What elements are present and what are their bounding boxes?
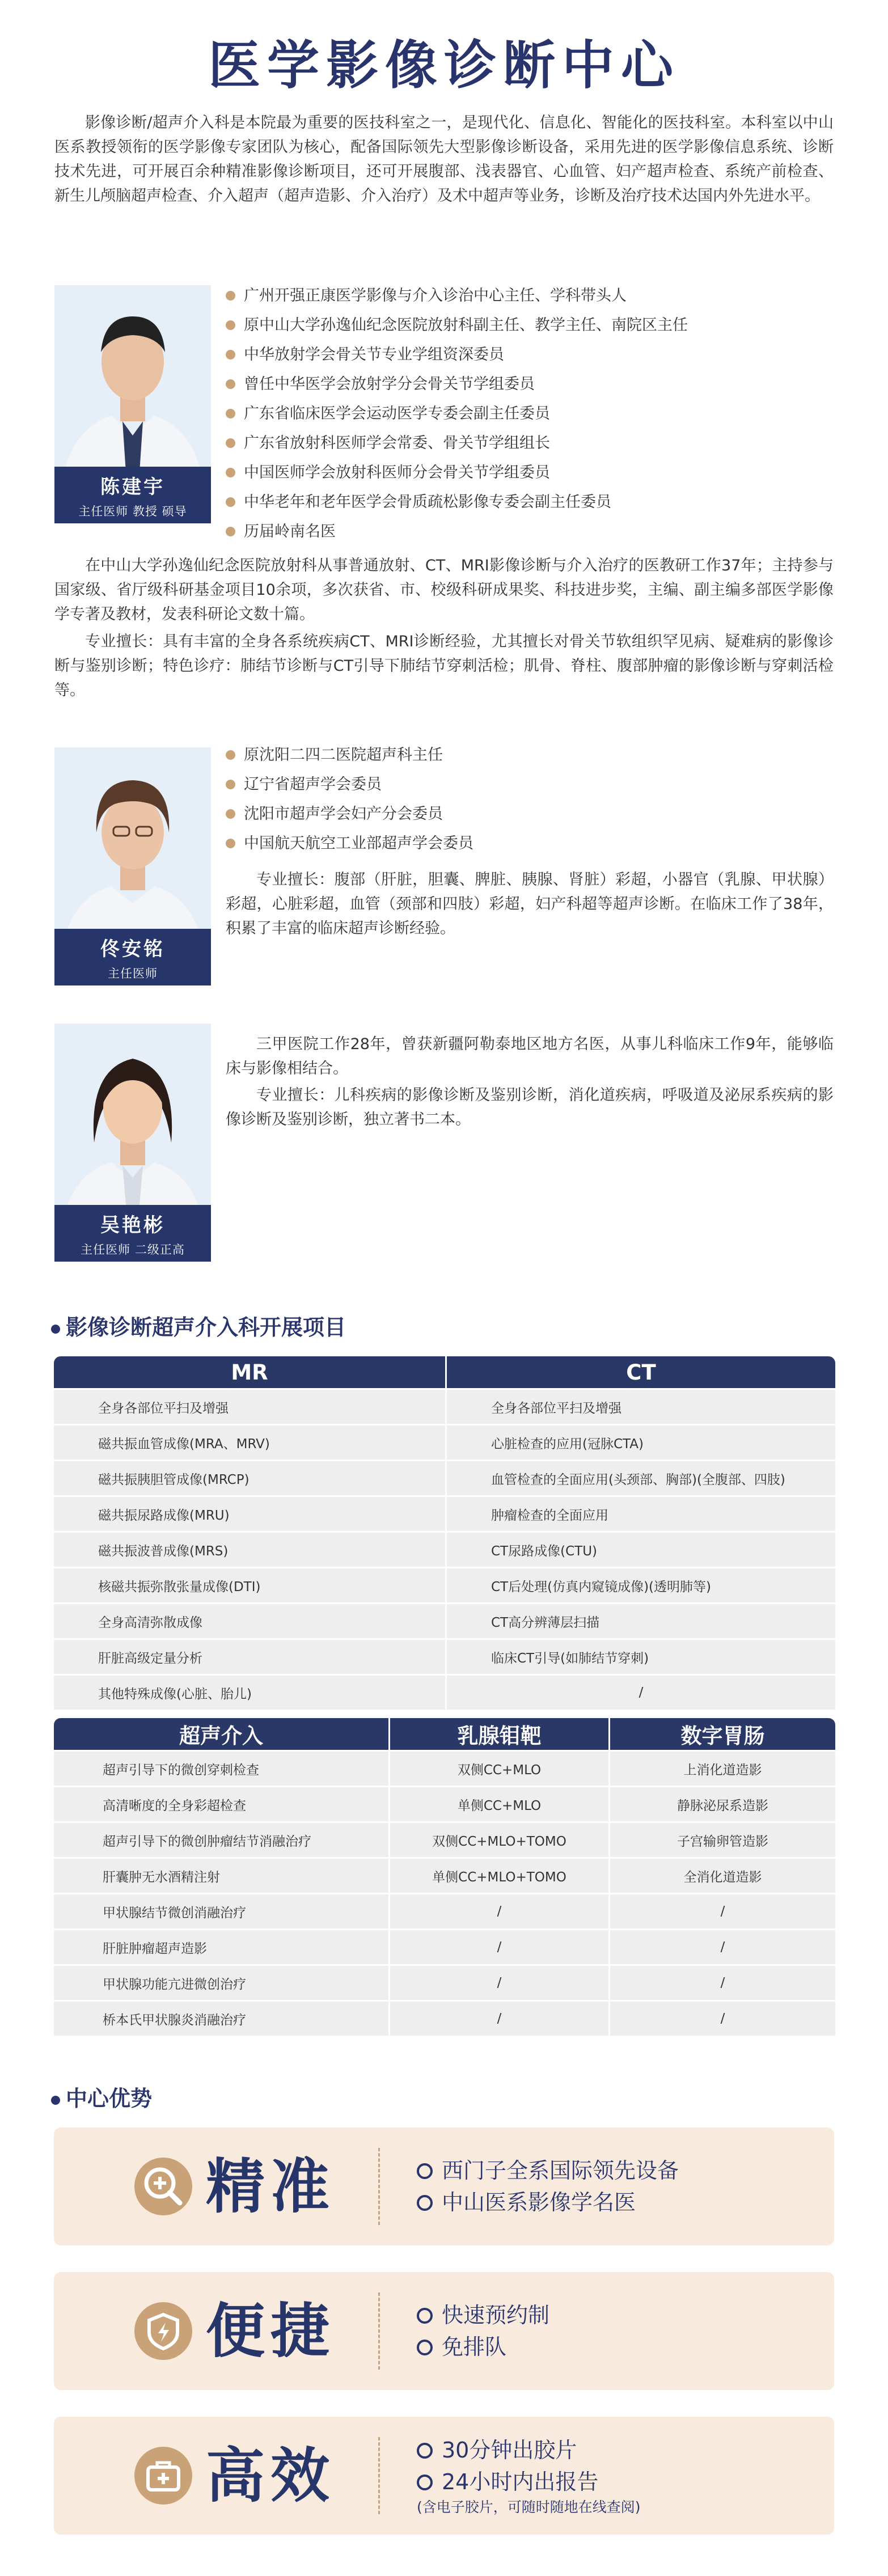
doctor-titles: 主任医师 教授 硕导 — [78, 505, 187, 518]
doctor-photo-wu — [54, 1023, 211, 1262]
table-cell: / — [608, 1964, 835, 2000]
table-cell: CT尿路成像(CTU) — [445, 1531, 835, 1567]
ring-bullet-icon — [417, 2195, 433, 2211]
column-header: 乳腺钼靶 — [388, 1718, 608, 1750]
bullet-dot-icon — [226, 527, 235, 536]
bullet-dot-icon — [226, 291, 235, 301]
advantage-item: 30分钟出胶片 — [417, 2434, 641, 2466]
doctor-name: 吴艳彬 — [100, 1214, 165, 1237]
table-cell: 其他特殊成像(心脏、胎儿) — [54, 1674, 445, 1710]
table-cell: 肿瘤检查的全面应用 — [445, 1495, 835, 1531]
advantage-item: 中山医系影像学名医 — [417, 2186, 679, 2218]
table-cell: 临床CT引导(如肺结节穿刺) — [445, 1638, 835, 1674]
table-cell: 甲状腺结节微创消融治疗 — [54, 1893, 388, 1928]
doctor-credentials-tong — [226, 741, 473, 858]
doctor-name: 陈建宇 — [100, 476, 165, 498]
table-row — [54, 1424, 835, 1460]
advantage-card-convenience — [54, 2272, 834, 2390]
table-cell: 单侧CC+MLO — [388, 1786, 608, 1821]
column-header: 超声介入 — [54, 1718, 388, 1750]
table-cell: / — [608, 1928, 835, 1964]
advantage-card-efficiency — [54, 2417, 834, 2535]
table-cell: 血管检查的全面应用(头颈部、胸部)(全腹部、四肢) — [445, 1460, 835, 1495]
table-cell: 超声引导下的微创肿瘤结节消融治疗 — [54, 1821, 388, 1857]
table-cell: 肝脏肿瘤超声造影 — [54, 1928, 388, 1964]
bullet-dot-icon — [226, 780, 235, 789]
doctor-specialty-paragraph: 专业擅长：儿科疾病的影像诊断及鉴别诊断，消化道疾病，呼吸道及泌尿系疾病的影像诊断及鉴别诊断，独立著书二本。 — [226, 1086, 834, 1128]
table-cell: CT高分辨薄层扫描 — [445, 1602, 835, 1638]
doctor-name-tag — [54, 929, 211, 985]
table-cell: 全身高清弥散成像 — [54, 1602, 445, 1638]
table-cell: 单侧CC+MLO+TOMO — [388, 1857, 608, 1893]
table-row — [54, 1821, 835, 1857]
medical-kit-icon — [134, 2447, 192, 2505]
table-cell: / — [608, 2000, 835, 2036]
table-cell: 子宫输卵管造影 — [608, 1821, 835, 1857]
table-cell: / — [388, 1893, 608, 1928]
credential-item: 历届岭南名医 — [226, 517, 688, 547]
table-row — [54, 1460, 835, 1495]
ring-bullet-icon — [417, 2475, 433, 2490]
bullet-dot-icon — [226, 320, 235, 330]
bullet-dot-icon — [226, 409, 235, 418]
ring-bullet-icon — [417, 2308, 433, 2324]
advantage-word: 高效 — [206, 2441, 336, 2510]
doctor-credentials-chen — [226, 281, 688, 547]
table-row — [54, 2000, 835, 2036]
table-cell: / — [388, 1928, 608, 1964]
advantage-item: 免排队 — [417, 2331, 549, 2363]
ring-bullet-icon — [417, 2163, 433, 2179]
column-header: 数字胃肠 — [608, 1718, 835, 1750]
dashed-divider — [378, 2148, 380, 2225]
ring-bullet-icon — [417, 2340, 433, 2355]
table-row — [54, 1531, 835, 1567]
table-cell: 心脏检查的应用(冠脉CTA) — [445, 1424, 835, 1460]
heading-dot-icon — [51, 1325, 60, 1334]
shield-lightning-icon — [134, 2302, 192, 2360]
credential-item: 中华老年和老年医学会骨质疏松影像专委会副主任委员 — [226, 488, 688, 517]
table-cell: 磁共振波普成像(MRS) — [54, 1531, 445, 1567]
dashed-divider — [378, 2437, 380, 2514]
table-cell: 磁共振尿路成像(MRU) — [54, 1495, 445, 1531]
table-cell: 上消化道造影 — [608, 1750, 835, 1786]
table-cell: 肝囊肿无水酒精注射 — [54, 1857, 388, 1893]
credential-item: 广州开强正康医学影像与介入诊治中心主任、学科带头人 — [226, 281, 688, 311]
table-header-row — [54, 1356, 835, 1388]
credential-item: 辽宁省超声学会委员 — [226, 770, 473, 800]
doctor-specialty-paragraph: 专业擅长：腹部（肝脏，胆囊、脾脏、胰腺、肾脏）彩超，小器官（乳腺、甲状腺）彩超，心脏彩超，血管（颈部和四肢）彩超，妇产科超等超声诊断。在临床工作了38年，积累了丰富的临床超声诊断经验。 — [226, 871, 834, 937]
advantage-word: 精准 — [206, 2152, 336, 2221]
credential-item: 中国航天航空工业部超声学会委员 — [226, 829, 473, 858]
projects-section-heading: 影像诊断超声介入科开展项目 — [51, 1310, 346, 1341]
table-cell: 全身各部位平扫及增强 — [445, 1388, 835, 1424]
table-header-row — [54, 1718, 835, 1750]
doctor-titles: 主任医师 二级正高 — [81, 1243, 185, 1257]
advantage-items — [417, 2434, 641, 2517]
table-cell: 双侧CC+MLO — [388, 1750, 608, 1786]
table-cell: 桥本氏甲状腺炎消融治疗 — [54, 2000, 388, 2036]
ring-bullet-icon — [417, 2443, 433, 2459]
bullet-dot-icon — [226, 497, 235, 507]
table-row — [54, 1602, 835, 1638]
mr-ct-table — [54, 1356, 835, 1710]
bullet-dot-icon — [226, 438, 235, 448]
table-row — [54, 1786, 835, 1821]
bullet-dot-icon — [226, 750, 235, 760]
table-cell: / — [388, 2000, 608, 2036]
table-row — [54, 1638, 835, 1674]
advantage-card-precision — [54, 2127, 834, 2245]
magnifier-plus-icon — [134, 2158, 192, 2215]
table-cell: 双侧CC+MLO+TOMO — [388, 1821, 608, 1857]
table-cell: 磁共振血管成像(MRA、MRV) — [54, 1424, 445, 1460]
credential-item: 原沈阳二四二医院超声科主任 — [226, 741, 473, 770]
advantage-item: 快速预约制 — [417, 2299, 549, 2331]
heading-dot-icon — [51, 2096, 60, 2105]
table-row — [54, 1567, 835, 1602]
advantage-item: 西门子全系国际领先设备 — [417, 2155, 679, 2186]
table-cell: 全消化道造影 — [608, 1857, 835, 1893]
advantages-section-heading: 中心优势 — [51, 2081, 152, 2112]
column-header: CT — [445, 1356, 835, 1388]
table-cell: 甲状腺功能亢进微创治疗 — [54, 1964, 388, 2000]
table-row — [54, 1964, 835, 2000]
table-row — [54, 1857, 835, 1893]
table-cell: CT后处理(仿真内窥镜成像)(透明肺等) — [445, 1567, 835, 1602]
credential-item: 广东省放射科医师学会常委、骨关节学组组长 — [226, 429, 688, 458]
column-header: MR — [54, 1356, 445, 1388]
doctor-name-tag — [54, 1205, 211, 1262]
table-cell: 肝脏高级定量分析 — [54, 1638, 445, 1674]
credential-item: 沈阳市超声学会妇产分会委员 — [226, 800, 473, 829]
advantage-item: 24小时内出报告 — [417, 2466, 641, 2498]
advantage-word: 便捷 — [206, 2296, 336, 2366]
doctor-bio-paragraph: 三甲医院工作28年，曾获新疆阿勒泰地区地方名医，从事儿科临床工作9年，能够临床与影像相结合。 — [226, 1035, 834, 1077]
bullet-dot-icon — [226, 379, 235, 389]
bullet-dot-icon — [226, 350, 235, 359]
table-row — [54, 1495, 835, 1531]
table-cell: / — [608, 1893, 835, 1928]
table-cell: 核磁共振弥散张量成像(DTI) — [54, 1567, 445, 1602]
bullet-dot-icon — [226, 809, 235, 819]
intro-paragraph: 影像诊断/超声介入科是本院最为重要的医技科室之一，是现代化、信息化、智能化的医技科室。本科室以中山医系教授领衔的医学影像专家团队为核心，配备国际领先大型影像诊断设备，采用先进的医学影像信息系统、诊断技术先进，可开展百余种精准影像诊断项目，还可开展腹部、浅表器官、心血管、妇产超声检查、系统产前检查、新生儿颅脑超声检查、介入超声（超声造影、介入治疗）及术中超声等业务，诊断及治疗技术达国内外先进水平。 — [54, 114, 834, 205]
table-row — [54, 1928, 835, 1964]
credential-item: 中国医师学会放射科医师分会骨关节学组委员 — [226, 458, 688, 488]
doctor-bio-paragraph: 在中山大学孙逸仙纪念医院放射科从事普通放射、CT、MRI影像诊断与介入治疗的医教研工作37年；主持参与国家级、省厅级科研基金项目10余项，多次获省、市、校级科研成果奖、科技进步奖，主编、副主编多部医学影像学专著及教材，发表科研论文数十篇。 — [54, 557, 834, 623]
doctor-specialty-paragraph: 专业擅长：具有丰富的全身各系统疾病CT、MRI诊断经验，尤其擅长对骨关节软组织罕见病、疑难病的影像诊断与鉴别诊断；特色诊疗：肺结节诊断与CT引导下肺结节穿刺活检；肌骨、脊柱、腹部肿瘤的影像诊断与穿刺活检等。 — [54, 633, 834, 699]
advantage-note: (含电子胶片，可随时随地在线查阅) — [417, 2499, 641, 2515]
credential-item: 中华放射学会骨关节专业学组资深委员 — [226, 340, 688, 370]
ultrasound-table — [54, 1718, 835, 2036]
advantage-items — [417, 2155, 679, 2218]
advantage-items — [417, 2299, 549, 2363]
table-row — [54, 1388, 835, 1424]
table-cell: / — [445, 1674, 835, 1710]
dashed-divider — [378, 2292, 380, 2370]
doctor-name-tag — [54, 467, 211, 523]
credential-item: 原中山大学孙逸仙纪念医院放射科副主任、教学主任、南院区主任 — [226, 311, 688, 340]
doctor-photo-chen — [54, 285, 211, 523]
bullet-dot-icon — [226, 839, 235, 848]
credential-item: 曾任中华医学会放射学分会骨关节学组委员 — [226, 370, 688, 399]
doctor-photo-tong — [54, 747, 211, 985]
table-row — [54, 1674, 835, 1710]
doctor-titles: 主任医师 — [108, 967, 158, 980]
table-row — [54, 1893, 835, 1928]
doctor-name: 佟安铭 — [100, 938, 165, 961]
credential-item: 广东省临床医学会运动医学专委会副主任委员 — [226, 399, 688, 429]
bullet-dot-icon — [226, 468, 235, 477]
table-cell: 磁共振胰胆管成像(MRCP) — [54, 1460, 445, 1495]
table-cell: 静脉泌尿系造影 — [608, 1786, 835, 1821]
table-cell: / — [388, 1964, 608, 2000]
table-row — [54, 1750, 835, 1786]
table-cell: 超声引导下的微创穿刺检查 — [54, 1750, 388, 1786]
table-cell: 全身各部位平扫及增强 — [54, 1388, 445, 1424]
page-title: 医学影像诊断中心 — [208, 35, 680, 96]
table-cell: 高清晰度的全身彩超检查 — [54, 1786, 388, 1821]
